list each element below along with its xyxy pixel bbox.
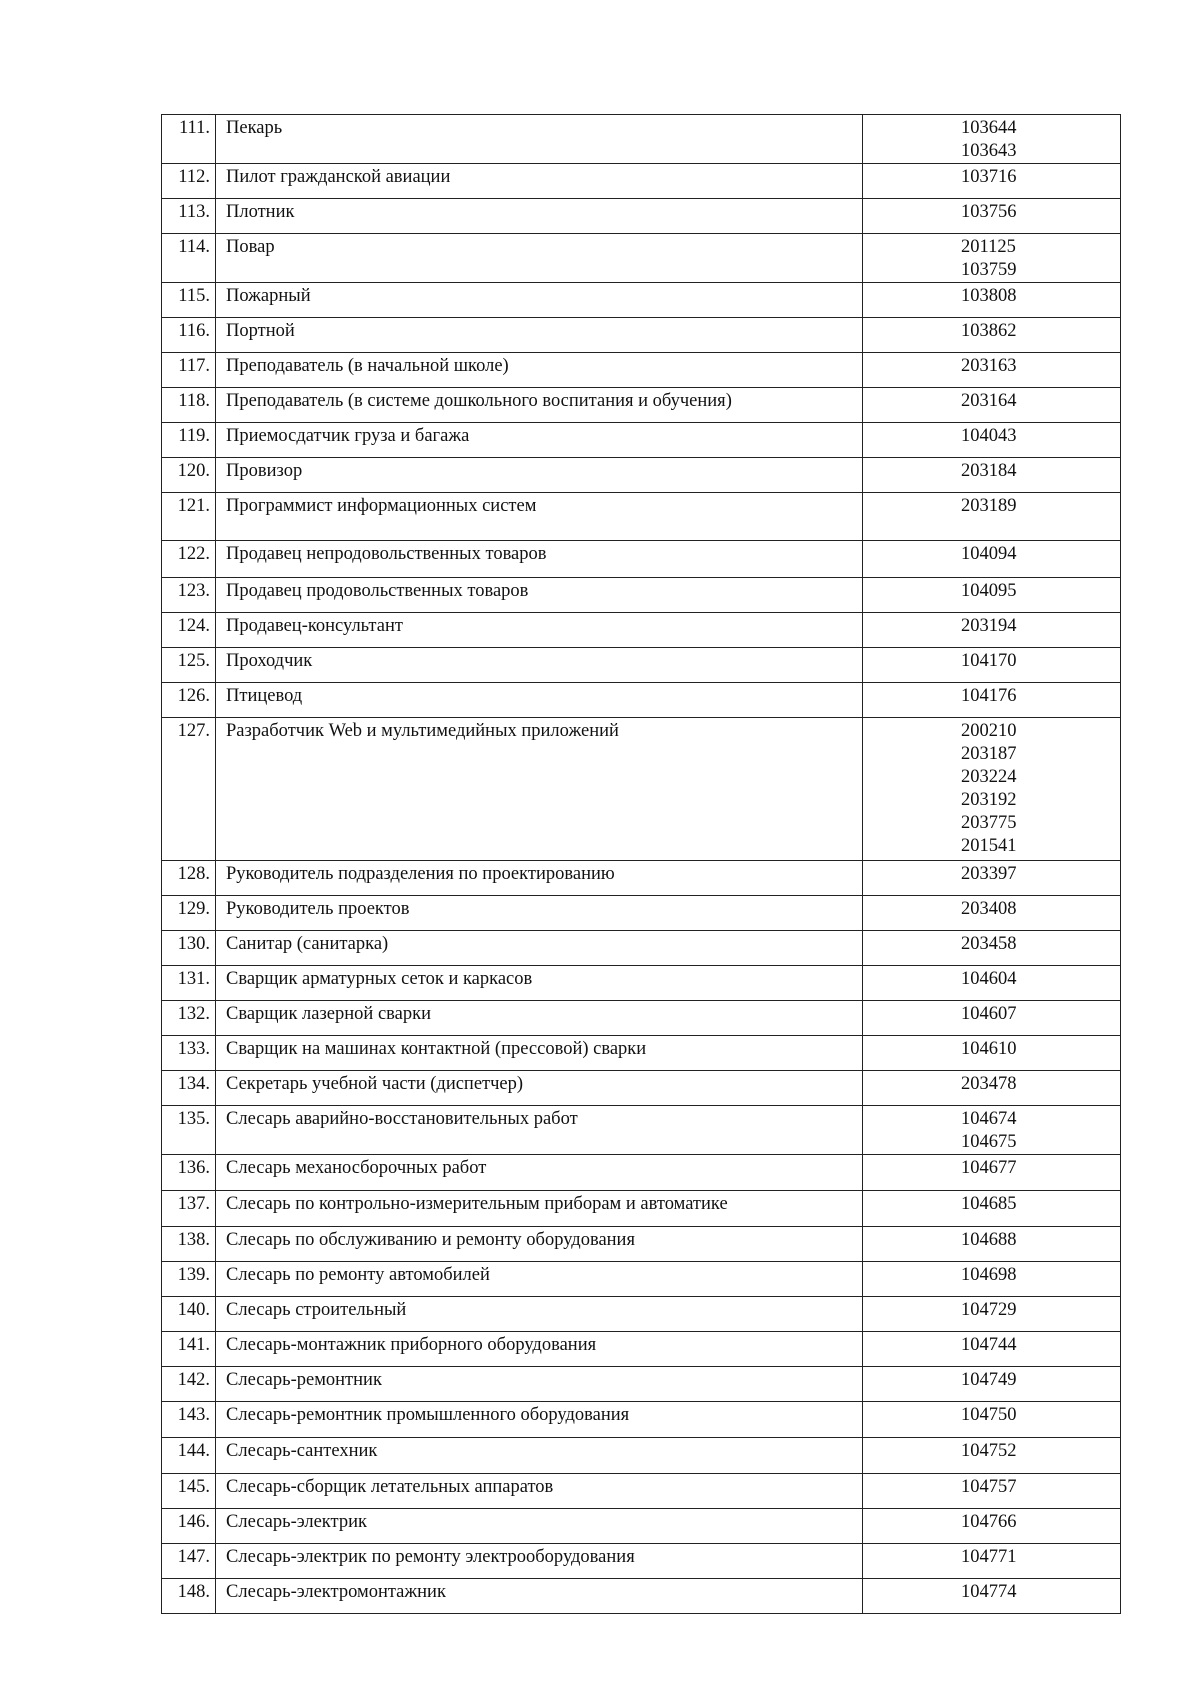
profession-codes — [863, 1071, 1121, 1106]
profession-name: Слесарь-монтажник приборного оборудования — [216, 1332, 863, 1367]
profession-codes — [863, 1332, 1121, 1367]
row-number: 117. — [162, 353, 216, 388]
row-number: 140. — [162, 1297, 216, 1332]
profession-code: 104729 — [961, 1300, 1017, 1320]
row-number: 144. — [162, 1438, 216, 1474]
row-number: 137. — [162, 1191, 216, 1227]
profession-name: Программист информационных систем — [216, 493, 863, 541]
profession-codes — [863, 1191, 1121, 1227]
profession-table — [161, 114, 1121, 1614]
profession-codes — [863, 966, 1121, 1001]
row-number: 141. — [162, 1332, 216, 1367]
profession-name: Слесарь по контрольно-измерительным приборам и автоматике — [216, 1191, 863, 1227]
table-row — [162, 613, 1121, 648]
profession-code: 104698 — [961, 1265, 1017, 1285]
table-row — [162, 1438, 1121, 1474]
profession-codes — [863, 931, 1121, 966]
table-row — [162, 1402, 1121, 1438]
row-number: 118. — [162, 388, 216, 423]
table-row — [162, 896, 1121, 931]
table-row — [162, 931, 1121, 966]
table-row — [162, 1106, 1121, 1155]
profession-codes — [863, 896, 1121, 931]
table-row — [162, 541, 1121, 578]
profession-code: 203224 — [961, 767, 1017, 787]
table-row — [162, 199, 1121, 234]
profession-code: 103808 — [961, 286, 1017, 306]
profession-name: Пилот гражданской авиации — [216, 164, 863, 199]
profession-codes — [863, 1036, 1121, 1071]
profession-name: Слесарь аварийно-восстановительных работ — [216, 1106, 863, 1155]
profession-code: 104094 — [961, 544, 1017, 564]
table-row — [162, 1155, 1121, 1191]
row-number: 148. — [162, 1579, 216, 1614]
profession-codes — [863, 199, 1121, 234]
table-row — [162, 234, 1121, 283]
profession-codes — [863, 1155, 1121, 1191]
profession-code: 104757 — [961, 1477, 1017, 1497]
profession-name: Птицевод — [216, 683, 863, 718]
profession-code: 104095 — [961, 581, 1017, 601]
table-row — [162, 1544, 1121, 1579]
profession-name: Преподаватель (в системе дошкольного воспитания и обучения) — [216, 388, 863, 423]
row-number: 139. — [162, 1262, 216, 1297]
profession-code: 104685 — [961, 1194, 1017, 1214]
row-number: 114. — [162, 234, 216, 283]
profession-code: 203187 — [961, 744, 1017, 764]
profession-name: Пожарный — [216, 283, 863, 318]
profession-codes — [863, 164, 1121, 199]
profession-code: 104749 — [961, 1370, 1017, 1390]
profession-name: Проходчик — [216, 648, 863, 683]
table-row — [162, 648, 1121, 683]
table-row — [162, 283, 1121, 318]
profession-codes — [863, 1001, 1121, 1036]
profession-name: Продавец продовольственных товаров — [216, 578, 863, 613]
profession-codes — [863, 353, 1121, 388]
profession-code: 103644 — [961, 118, 1017, 138]
profession-code: 200210 — [961, 721, 1017, 741]
table-row — [162, 318, 1121, 353]
row-number: 128. — [162, 861, 216, 896]
profession-name: Слесарь по обслуживанию и ремонту оборудования — [216, 1227, 863, 1262]
table-row — [162, 1509, 1121, 1544]
profession-codes — [863, 578, 1121, 613]
profession-code: 104750 — [961, 1405, 1017, 1425]
table-row — [162, 1297, 1121, 1332]
table-row — [162, 861, 1121, 896]
profession-code: 203192 — [961, 790, 1017, 810]
profession-codes — [863, 1474, 1121, 1509]
profession-codes — [863, 1544, 1121, 1579]
profession-code: 104607 — [961, 1004, 1017, 1024]
profession-name: Слесарь-электромонтажник — [216, 1579, 863, 1614]
profession-code: 203164 — [961, 391, 1017, 411]
profession-name: Сварщик на машинах контактной (прессовой) сварки — [216, 1036, 863, 1071]
profession-code: 203478 — [961, 1074, 1017, 1094]
row-number: 146. — [162, 1509, 216, 1544]
row-number: 113. — [162, 199, 216, 234]
profession-code: 203189 — [961, 496, 1017, 516]
profession-name: Плотник — [216, 199, 863, 234]
profession-code: 104774 — [961, 1582, 1017, 1602]
profession-code: 201541 — [961, 836, 1017, 856]
profession-codes — [863, 388, 1121, 423]
row-number: 129. — [162, 896, 216, 931]
profession-name: Слесарь механосборочных работ — [216, 1155, 863, 1191]
profession-name: Секретарь учебной части (диспетчер) — [216, 1071, 863, 1106]
row-number: 120. — [162, 458, 216, 493]
profession-name: Руководитель проектов — [216, 896, 863, 931]
row-number: 136. — [162, 1155, 216, 1191]
profession-code: 103862 — [961, 321, 1017, 341]
profession-name: Разработчик Web и мультимедийных приложений — [216, 718, 863, 861]
profession-codes — [863, 541, 1121, 578]
profession-code: 104752 — [961, 1441, 1017, 1461]
profession-code: 203194 — [961, 616, 1017, 636]
table-row — [162, 578, 1121, 613]
profession-name: Слесарь-ремонтник промышленного оборудования — [216, 1402, 863, 1438]
row-number: 122. — [162, 541, 216, 578]
table-row — [162, 1071, 1121, 1106]
row-number: 133. — [162, 1036, 216, 1071]
table-row — [162, 1262, 1121, 1297]
profession-code: 103643 — [961, 141, 1017, 161]
profession-codes — [863, 1227, 1121, 1262]
profession-name: Приемосдатчик груза и багажа — [216, 423, 863, 458]
profession-name: Руководитель подразделения по проектированию — [216, 861, 863, 896]
row-number: 143. — [162, 1402, 216, 1438]
row-number: 130. — [162, 931, 216, 966]
table-row — [162, 1227, 1121, 1262]
row-number: 131. — [162, 966, 216, 1001]
table-body — [162, 115, 1121, 1614]
table-row — [162, 115, 1121, 164]
table-row — [162, 1474, 1121, 1509]
profession-code: 203458 — [961, 934, 1017, 954]
table-row — [162, 164, 1121, 199]
profession-code: 104744 — [961, 1335, 1017, 1355]
profession-code: 203408 — [961, 899, 1017, 919]
profession-code: 104604 — [961, 969, 1017, 989]
profession-code: 203163 — [961, 356, 1017, 376]
profession-code: 104610 — [961, 1039, 1017, 1059]
profession-code: 103759 — [961, 260, 1017, 280]
profession-codes — [863, 718, 1121, 861]
row-number: 116. — [162, 318, 216, 353]
row-number: 112. — [162, 164, 216, 199]
profession-code: 103716 — [961, 167, 1017, 187]
profession-name: Продавец непродовольственных товаров — [216, 541, 863, 578]
profession-name: Слесарь по ремонту автомобилей — [216, 1262, 863, 1297]
profession-code: 203184 — [961, 461, 1017, 481]
profession-name: Слесарь-сборщик летательных аппаратов — [216, 1474, 863, 1509]
profession-name: Портной — [216, 318, 863, 353]
profession-codes — [863, 1402, 1121, 1438]
profession-codes — [863, 1509, 1121, 1544]
profession-code: 203397 — [961, 864, 1017, 884]
table-row — [162, 1036, 1121, 1071]
profession-codes — [863, 613, 1121, 648]
profession-code: 203775 — [961, 813, 1017, 833]
profession-name: Провизор — [216, 458, 863, 493]
row-number: 142. — [162, 1367, 216, 1402]
table-row — [162, 458, 1121, 493]
profession-codes — [863, 423, 1121, 458]
table-row — [162, 1001, 1121, 1036]
table-row — [162, 966, 1121, 1001]
profession-code: 103756 — [961, 202, 1017, 222]
profession-code: 201125 — [961, 237, 1016, 257]
profession-codes — [863, 1367, 1121, 1402]
row-number: 124. — [162, 613, 216, 648]
profession-code: 104766 — [961, 1512, 1017, 1532]
profession-code: 104674 — [961, 1109, 1017, 1129]
profession-codes — [863, 493, 1121, 541]
profession-codes — [863, 115, 1121, 164]
table-row — [162, 718, 1121, 861]
profession-code: 104675 — [961, 1132, 1017, 1152]
table-row — [162, 353, 1121, 388]
profession-name: Преподаватель (в начальной школе) — [216, 353, 863, 388]
table-row — [162, 683, 1121, 718]
row-number: 134. — [162, 1071, 216, 1106]
table-row — [162, 388, 1121, 423]
profession-codes — [863, 1106, 1121, 1155]
profession-name: Слесарь-электрик по ремонту электрооборудования — [216, 1544, 863, 1579]
profession-name: Слесарь-электрик — [216, 1509, 863, 1544]
profession-name: Санитар (санитарка) — [216, 931, 863, 966]
table-row — [162, 1191, 1121, 1227]
row-number: 147. — [162, 1544, 216, 1579]
profession-code: 104771 — [961, 1547, 1017, 1567]
profession-codes — [863, 1579, 1121, 1614]
row-number: 135. — [162, 1106, 216, 1155]
profession-codes — [863, 318, 1121, 353]
profession-name: Сварщик арматурных сеток и каркасов — [216, 966, 863, 1001]
profession-name: Слесарь строительный — [216, 1297, 863, 1332]
profession-name: Слесарь-ремонтник — [216, 1367, 863, 1402]
row-number: 145. — [162, 1474, 216, 1509]
row-number: 119. — [162, 423, 216, 458]
table-row — [162, 423, 1121, 458]
table-row — [162, 1332, 1121, 1367]
row-number: 123. — [162, 578, 216, 613]
table-row — [162, 493, 1121, 541]
table-row — [162, 1367, 1121, 1402]
profession-codes — [863, 234, 1121, 283]
profession-codes — [863, 648, 1121, 683]
row-number: 115. — [162, 283, 216, 318]
profession-codes — [863, 683, 1121, 718]
row-number: 132. — [162, 1001, 216, 1036]
row-number: 121. — [162, 493, 216, 541]
profession-code: 104688 — [961, 1230, 1017, 1250]
profession-name: Пекарь — [216, 115, 863, 164]
profession-name: Сварщик лазерной сварки — [216, 1001, 863, 1036]
row-number: 111. — [162, 115, 216, 164]
profession-code: 104176 — [961, 686, 1017, 706]
profession-code: 104043 — [961, 426, 1017, 446]
profession-name: Повар — [216, 234, 863, 283]
table-row — [162, 1579, 1121, 1614]
profession-codes — [863, 458, 1121, 493]
profession-codes — [863, 861, 1121, 896]
profession-codes — [863, 1297, 1121, 1332]
row-number: 126. — [162, 683, 216, 718]
profession-code: 104170 — [961, 651, 1017, 671]
profession-codes — [863, 283, 1121, 318]
row-number: 127. — [162, 718, 216, 861]
row-number: 125. — [162, 648, 216, 683]
profession-name: Слесарь-сантехник — [216, 1438, 863, 1474]
profession-code: 104677 — [961, 1158, 1017, 1178]
row-number: 138. — [162, 1227, 216, 1262]
profession-name: Продавец-консультант — [216, 613, 863, 648]
profession-codes — [863, 1262, 1121, 1297]
profession-codes — [863, 1438, 1121, 1474]
